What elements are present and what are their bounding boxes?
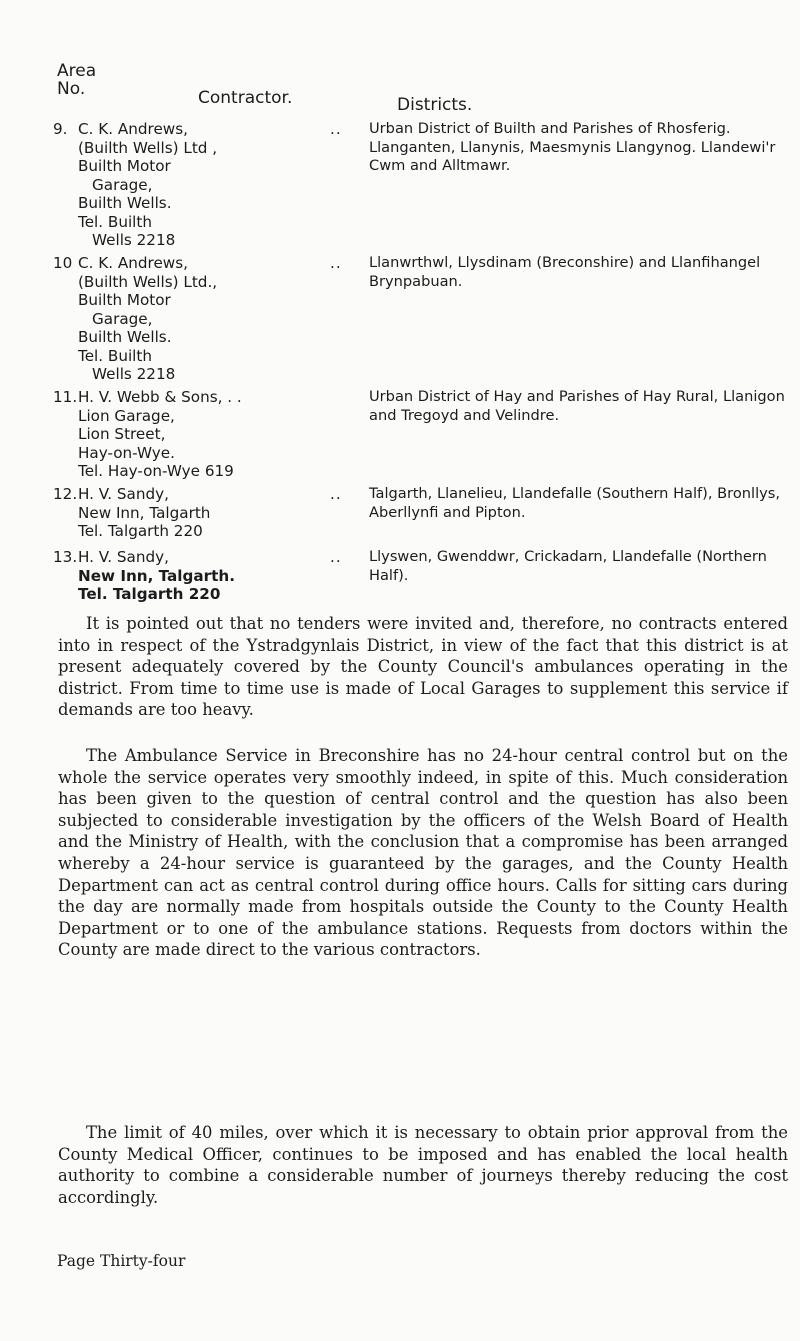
leader-dots: .. — [330, 120, 342, 138]
contractor-line: Hay-on-Wye. — [78, 443, 175, 462]
contractor-line: H. V. Sandy, — [78, 548, 169, 566]
contractor-header: Contractor. — [198, 88, 293, 108]
contractor-line: H. V. Webb & Sons, . . — [78, 388, 242, 406]
contractor-line: Builth Wells. — [78, 328, 172, 346]
contractor-line: Tel. Builth — [78, 346, 152, 365]
leader-dots: .. — [330, 548, 342, 566]
leader-dots: .. — [330, 254, 342, 272]
contractor-cell — [78, 485, 318, 541]
contractor-line: C. K. Andrews, — [78, 254, 188, 272]
contractor-line: Wells 2218 — [92, 231, 176, 249]
contractor-line: Garage, — [92, 175, 153, 194]
area-label: Area — [57, 61, 97, 81]
page-footer: Page Thirty-four — [57, 1252, 186, 1270]
contractor-line: Builth Wells. — [78, 194, 172, 212]
area-number: 13. — [53, 548, 78, 566]
district-cell: Llyswen, Gwenddwr, Crickadarn, Llandefalle (Northern Half). — [369, 548, 767, 584]
paragraph-text: It is pointed out that no tenders were invited and, therefore, no contracts entered into in respect of the Ystradgynlais District, in view of the fact that this district is at present adequately covered by the County Council's ambulances operating in the district. From time to time use is made of Local Garages to supplement this service if demands are too heavy. — [58, 614, 788, 720]
contractor-cell — [78, 388, 318, 481]
paragraph-text: The limit of 40 miles, over which it is necessary to obtain prior approval from the County Medical Officer, continues to be imposed and has enabled the local health authority to combine a considerable number of journeys thereby reducing the cost accordingly. — [58, 1123, 788, 1207]
contractor-line: Lion Street, — [78, 425, 166, 443]
contractor-line: Tel. Talgarth 220 — [78, 522, 203, 540]
contractor-line: (Builth Wells) Ltd., — [78, 272, 218, 291]
contractor-line: New Inn, Talgarth. — [78, 566, 235, 585]
contractor-cell — [78, 120, 318, 250]
districts-header: Districts. — [397, 95, 473, 115]
contractor-cell — [78, 548, 318, 604]
district-cell: Urban District of Hay and Parishes of Hay Rural, Llanigon and Tregoyd and Velindre. — [369, 388, 785, 424]
contractor-line: New Inn, Talgarth — [78, 503, 211, 522]
district-cell: Talgarth, Llanelieu, Llandefalle (Southern Half), Bronllys, Aberllynfi and Pipton. — [369, 485, 781, 521]
area-number: 10 — [53, 254, 73, 272]
body-paragraph — [58, 745, 788, 961]
contractor-line: Garage, — [92, 309, 153, 328]
body-paragraph — [58, 1122, 788, 1208]
contractor-line: (Builth Wells) Ltd , — [78, 138, 218, 157]
contractor-line: Lion Garage, — [78, 406, 175, 425]
contractor-line: H. V. Sandy, — [78, 485, 169, 503]
area-number: 9. — [53, 120, 68, 138]
contractor-line: C. K. Andrews, — [78, 120, 188, 138]
district-cell: Llanwrthwl, Llysdinam (Breconshire) and Llanfihangel Brynpabuan. — [369, 254, 761, 290]
contractor-line: Builth Motor — [78, 291, 171, 309]
contractor-cell — [78, 254, 318, 384]
area-number: 11. — [53, 388, 78, 406]
area-no-header — [57, 62, 96, 98]
contractor-line: Tel. Builth — [78, 212, 152, 231]
no-label: No. — [57, 79, 86, 99]
paragraph-text: The Ambulance Service in Breconshire has no 24-hour central control but on the whole the service operates very smoothly indeed, in spite of this. Much consideration has been given to the question of central control and the question has also been subjected to considerable investigation by the officers of the Welsh Board of Health and the Ministry of Health, with the conclusion that a compromise has been arranged whereby a 24-hour service is guaranteed by the garages, and the County Health Department can act as central control during office hours. Calls for sitting cars during the day are normally made from hospitals outside the County to the County Health Department or to one of the ambulance stations. Requests from doctors within the County are made direct to the various contractors. — [58, 746, 788, 960]
district-cell: Urban District of Builth and Parishes of Rhosferig. Llanganten, Llanynis, Maesmynis Llangynog. Llandewi'r Cwm and Alltmawr. — [369, 120, 776, 174]
contractor-line: Tel. Talgarth 220 — [78, 585, 221, 603]
contractor-line: Wells 2218 — [92, 365, 176, 383]
leader-dots: .. — [330, 485, 342, 503]
body-paragraph — [58, 613, 788, 721]
contractor-line: Builth Motor — [78, 157, 171, 175]
area-number: 12. — [53, 485, 78, 503]
contractor-line: Tel. Hay-on-Wye 619 — [78, 462, 234, 480]
